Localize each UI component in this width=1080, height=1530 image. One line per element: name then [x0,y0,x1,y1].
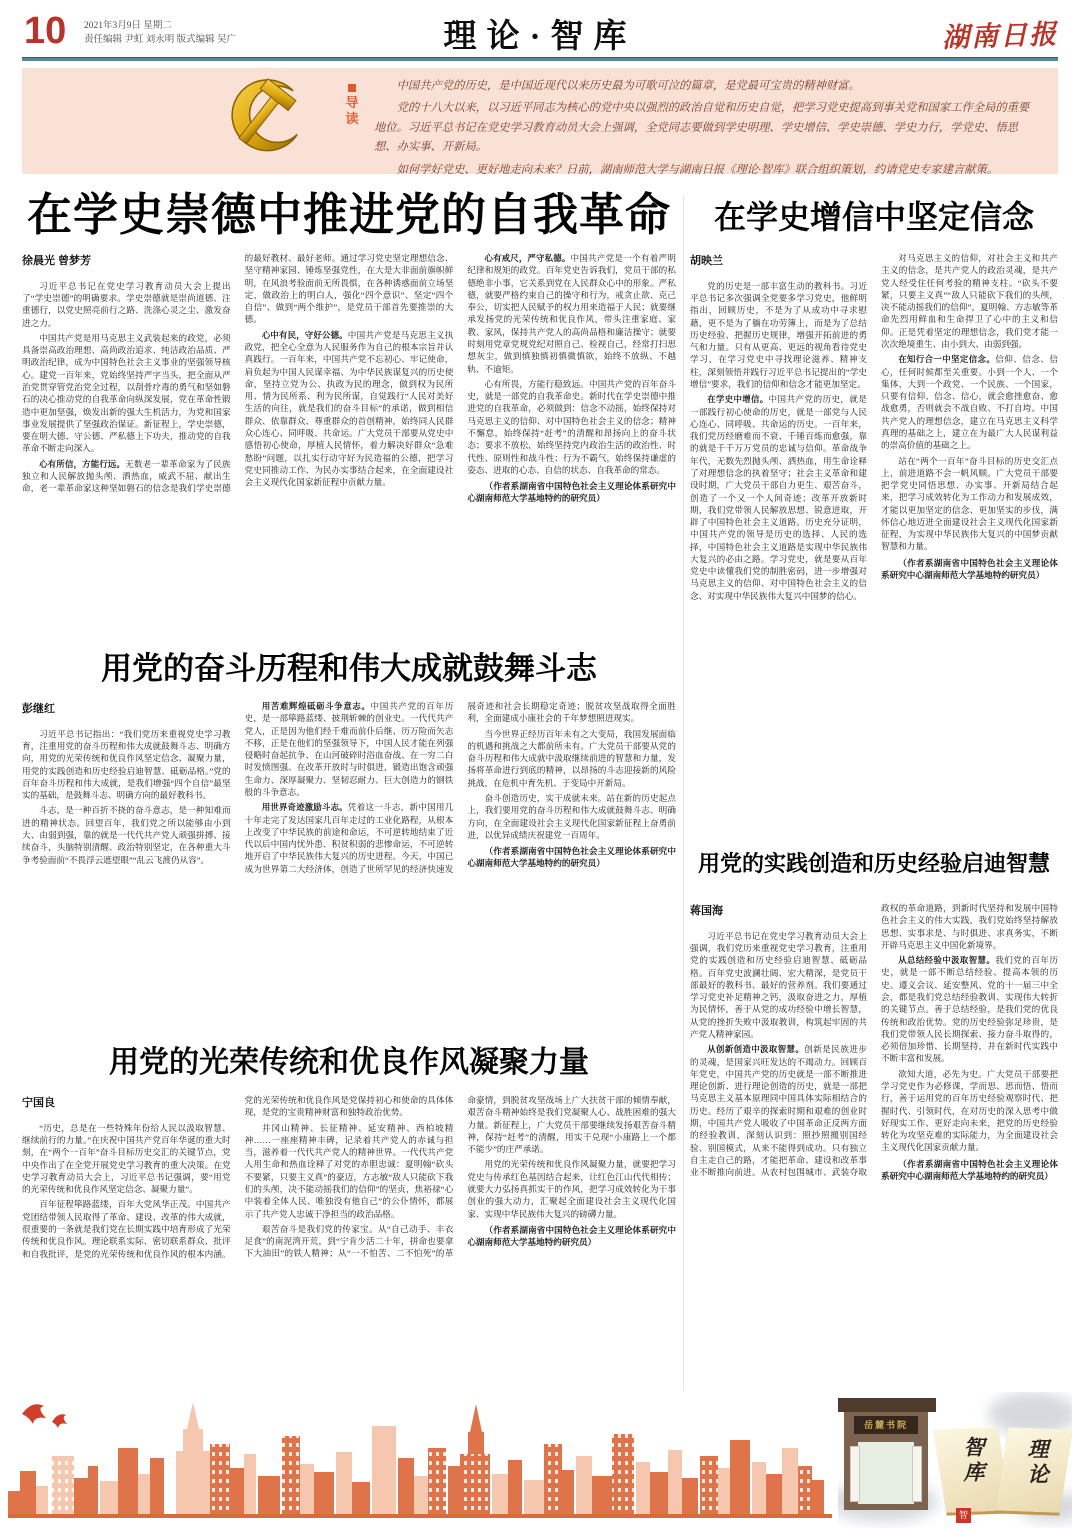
header-bar [22,10,1059,56]
header-rule [22,57,1058,61]
paragraph: 百年征程筚路蓝缕，百年大党风华正茂。中国共产党团结带领人民取得了革命、建设、改革的伟大成就，很重要的一条就是我们党在长期实践中培育形成了光荣传统和优良作风。理论联系实际、密切联系群众、批评和自我批评，是党的光荣传统和优良作风的根本内涵。党的光荣传统和优良作风是党保持初心和使命的具体体现，是党的宝贵精神财富和独特政治优势。 [22,1095,454,1259]
article-1-headline: 在学史崇德中推进党的自我革命 [26,189,671,240]
gate-banner [850,1446,860,1502]
article-1-body [22,252,676,644]
page-number: 10 [24,10,67,52]
article-5-byline: 宁国良 [22,1097,55,1109]
paragraph: 党的历史是一部丰富生动的教科书。习近平总书记多次强调全党要多学习党史，他鲜明指出，回顾历史，不是为了从成功中寻求慰藉，更不是为了躺在功劳簿上，而是为了总结历史经验、把握历史规律，增强开拓前进的勇气和力量。只有从更高、更远的视角看待党史学习，在学习党史中寻找理论滋养、精神支柱，深刻领悟并践行习近平总书记提出的“学史增信”要求，我们的信仰和信念才能更加坚定。 [690,280,867,389]
article-2-headline: 在学史增信中坚定信念 [713,199,1034,235]
article-4-body [690,902,1058,1388]
article-4-attribution: （作者系湖南省中国特色社会主义理论体系研究中心湖南师范大学基地特约的研究员） [881,1158,1058,1181]
paragraph: 从创新创造中汲取智慧。创新是民族进步的灵魂，是国家兴旺发达的不竭动力。回顾百年党史，中国共产党的历史就是一部不断推进理论创新、进行理论创造的历史，就是一部把马克思主义基本原理同中国具体实际相结合的历史。经历了艰辛的探索时期和艰难的创业时期，中国共产党人吸收了中国革命正反两方面的经验教训，深刻认识到：照抄照搬别国经验、别国模式，从来不能得到成功。只有独立自主走自己的路，才能把革命、建设和改革事业不断推向前进。从农村包围城市、武装夺取政权的革命道路，到新时代坚持和发展中国特色社会主义的伟大实践，我们党始终坚持解放思想、实事求是、与时俱进、求真务实，不断开辟马克思主义中国化新境界。 [690,903,1058,1178]
article-3-body [22,700,676,1036]
paragraph: 中国共产党的历史，是中国近现代以来历史最为可歌可泣的篇章，是党最可宝贵的精神财富。 [396,80,860,92]
paragraph: 从总结经验中汲取智慧。我们党的百年历史，就是一部不断总结经验、提高本领的历史。遵义会议、延安整风、党的十一届三中全会，都是我们党总结经验教训、实现伟大转折的关键节点。善于总结经验，是我们党的优良传统和政治优势。党的历史经验弥足珍贵，是我们党带领人民长期探索、接力奋斗取得的，必须倍加珍惜、长期坚持，并在新时代实践中不断丰富和发展。 [881,955,1058,1064]
article-5-body [22,1094,676,1398]
book-left-calligraphy: 智库 [961,1436,985,1486]
paragraph: 心有戒尺，严守私德。中国共产党是一个有着严明纪律和规矩的政党。百年党史告诉我们，党员干部的私德绝非小事，它关系到党在人民群众心中的形象。严私德，就要严格约束自己的操守和行为，戒贪止欲、克己奉公，切实把人民赋予的权力用来造福于人民；就要继承发扬党的光荣传统和优良作风，带头注重家庭、家教、家风，保持共产党人的高尚品格和廉洁操守；就要时刻用党章党规党纪对照自己、检视自己，经常打扫思想灰尘，做到慎独慎初慎微慎欲，始终不放纵、不越轨、不逾矩。 [467,253,676,374]
paragraph: 站在“两个一百年”奋斗目标的历史交汇点上，前进道路不会一帆风顺。广大党员干部要把学党史同悟思想、办实事、开新局结合起来，把学习成效转化为工作动力和发展成效，才能以更加坚定的信念、更加坚实的步伐，满怀信心地迈进全面建设社会主义现代化国家新征程，为实现中华民族伟大复兴的中国梦贡献智慧和力量。 [881,455,1058,552]
birds-icon [22,1404,67,1428]
paragraph: 在知行合一中坚定信念。信仰、信念、信心，任何时候都至关重要。小到一个人、一个集体，大到一个政党、一个民族、一个国家，只要有信仰、信念、信心，就会愈挫愈奋、愈战愈勇，否则就会不战自败、不打自垮。中国共产党人的理想信念，建立在马克思主义科学真理的基础之上，建立在为最广大人民谋利益的崇高价值的基础之上。 [881,354,1058,451]
party-emblem-icon [214,70,318,174]
paragraph: 用党的光荣传统和优良作风凝聚力量，就要把学习党史与传承红色基因结合起来，让红色江山代代相传；就要大力弘扬真抓实干的作风，把学习成效转化为干事创业的强大动力，汇聚起全面建设社会主义现代化国家、实现中华民族伟大复兴的磅礴力量。 [467,1159,676,1219]
paragraph: 斗志，是一种百折不挠的奋斗意志，是一种知难而进的精神状态。回望百年，我们党之所以能够由小到大、由弱到强，靠的就是一代代共产党人顽强拼搏、接续奋斗，头脑特别清醒、政治特别坚定，在各种重大斗争考验面前“不畏浮云遮望眼”“乱云飞渡仍从容”。 [22,805,231,865]
article-2-attribution: （作者系湖南省中国特色社会主义理论体系研究中心湖南师范大学基地特约研究员） [881,557,1058,581]
article-3-byline: 彭继红 [22,703,55,715]
label-square-icon [348,84,356,92]
gate-banner [912,1446,922,1502]
column-divider [683,195,684,1391]
article-2-body [690,252,1058,834]
masthead-logo: 湖南日报 [941,18,1059,54]
intro-paragraphs [374,77,1032,183]
paragraph: 心有所信，方能行远。无数老一辈革命家为了民族独立和人民解放抛头颅、洒热血，威武不屈、献出生命，老一辈革命家这种坚如磐石的信念是我们学史崇德的最好教材、最好老师。通过学习党史坚定理想信念、坚守精神家园、锤炼坚强党性，在大是大非面前旗帜鲜明，在风浪考验面前无所畏惧，在各种诱惑面前立场坚定，做政治上的明白人，强化“四个意识”、坚定“四个自信”、做到“两个维护”，是党员干部首先要推崇的大德。 [22,253,454,494]
paragraph: 艰苦奋斗是我们党的传家宝。从“自己动手、丰衣足食”的南泥湾开荒，到“宁肯少活二十年，拼命也要拿下大油田”的铁人精神；从“一不怕苦、二不怕死”的革命豪情，到脱贫攻坚战场上广大扶贫干部的倾情奉献，艰苦奋斗精神始终是我们党凝聚人心、战胜困难的强大力量。新征程上，广大党员干部要继续发扬艰苦奋斗精神，保持“赶考”的清醒，用实干兑现“小康路上一个都不能少”的庄严承诺。 [244,1095,676,1259]
date-line: 2021年3月9日 星期二 [84,21,172,31]
yuelu-academy-gate-image [844,1406,928,1510]
paragraph: 中国共产党是用马克思主义武装起来的政党，必须具备崇高政治理想、高尚政治追求、纯洁政治品质、严明政治纪律，成为中国特色社会主义事业的坚强领导核心。建党一百年来，党始终坚持严字当头，把全面从严治党贯穿管党治党全过程，以刮骨疗毒的勇气和坚如磐石的决心推动党的自我革命向纵深发展，党在革命性锻造中更加坚强，焕发出新的强大生机活力，为党和国家事业发展提供了坚强政治保证。新征程上，学史崇德，要在明大德、守公德、严私德上下功夫，推动党的自我革命不断走向深入。 [22,332,231,454]
paragraph: “历史，总是在一些特殊年份给人民以汲取智慧、继续前行的力量。”在庆祝中国共产党百年华诞的重大时刻，在“两个一百年”奋斗目标历史交汇的关键节点，党中央作出了在全党开展党史学习教育的重大决策。在党史学习教育动员大会上，习近平总书记强调，要“用党的光荣传统和优良作风坚定信念、凝聚力量”。 [22,1122,231,1195]
article-4-headline: 用党的实践创造和历史经验启迪智慧 [697,851,1050,876]
paragraph: 当今世界正经历百年未有之大变局，我国发展面临的机遇和挑战之大都前所未有。广大党员干部要从党的奋斗历程和伟大成就中汲取继续前进的智慧和力量，发扬将革命进行到底的精神，以昂扬的斗志迎接新的风险挑战，在危机中育先机、于变局中开新局。 [467,728,676,788]
gate-arch [858,1442,914,1504]
paragraph: 对马克思主义的信仰，对社会主义和共产主义的信念，是共产党人的政治灵魂，是共产党人经受住任何考验的精神支柱。“砍头不要紧，只要主义真”“敌人只能砍下我们的头颅，决不能动摇我们的信仰”，夏明翰、方志敏等革命先烈用鲜血和生命捍卫了心中的主义和信仰。正是凭着坚定的理想信念，我们党才能一次次绝境重生、由小到大、由弱到强。 [881,253,1058,349]
city-skyline-illustration [0,1396,832,1530]
section-title: 理论·智库 [443,19,637,55]
paragraph: 在学史中增信。中国共产党的历史，就是一部践行初心使命的历史，就是一部党与人民心连心、同呼吸、共命运的历史。一百年来，我们党历经磨难而不衰、千锤百炼而愈强，靠的就是千千万万党员的忠诚与信仰。革命战争年代，无数先烈抛头颅、洒热血，用生命诠释了对理想信念的执着坚守；社会主义革命和建设时期，广大党员干部自力更生、艰苦奋斗，创造了一个又一个人间奇迹；改革开放新时期，我们党带领人民解放思想、锐意进取，开辟了中国特色社会主义道路。历史充分证明，中国共产党的领导是历史的选择、人民的选择，中国特色社会主义道路是实现中华民族伟大复兴的必由之路。学习党史，就是要从百年党史中读懂我们党的制胜密码，进一步增强对马克思主义的信仰、对中国特色社会主义的信念、对实现中华民族伟大复兴中国梦的信心。 [690,394,867,601]
book-illustration [838,1392,1072,1528]
book-right-calligraphy: 理论 [1025,1438,1049,1488]
book-seal-icon: 智 [956,1508,971,1523]
paragraph: 井冈山精神、长征精神、延安精神、西柏坡精神……一座座精神丰碑，记录着共产党人的赤诚与担当，滋养着一代代共产党人的精神世界。一代代共产党人用生命和热血诠释了对党的赤胆忠诚：夏明翰“砍头不要紧，只要主义真”的豪迈，方志敏“敌人只能砍下我们的头颅，决不能动摇我们的信仰”的坚贞，焦裕禄“心中装着全体人民、唯独没有他自己”的公仆情怀，都展示了共产党人忠诚干净担当的政治品格。 [244,1122,454,1219]
paragraph: 奋斗创造历史，实干成就未来。站在新的历史起点上，我们要用党的奋斗历程和伟大成就鼓舞斗志、明确方向，在全面建设社会主义现代化国家新征程上奋勇前进，以优异成绩庆祝建党一百周年。 [467,792,676,840]
paragraph: 用世界奇迹激励斗志。凭着这一斗志，新中国用几十年走完了发达国家几百年走过的工业化路程，从根本上改变了中华民族的前途和命运，不可逆转地结束了近代以后中国内忧外患、积贫积弱的悲惨命运，不可逆转地开启了中华民族伟大复兴的历史进程。今天，中国已成为世界第二大经济体，创造了世所罕见的经济快速发展奇迹和社会长期稳定奇迹；脱贫攻坚战取得全面胜利，全面建成小康社会的千年梦想照进现实。 [244,701,676,874]
paragraph: 欲知大道，必先为史。广大党员干部要把学习党史作为必修课，学而思、思而悟、悟而行，善于运用党的百年历史经验观察时代、把握时代、引领时代，在对历史的深入思考中做好现实工作、更好走向未来，把党的历史经验转化为攻坚克难的实际能力，为全面建设社会主义现代化国家贡献力量。 [881,1068,1058,1153]
paragraph: 党的十八大以来，以习近平同志为核心的党中央以强烈的政治自觉和历史自觉，把学习党史提高到事关党和国家工作全局的重要地位。习近平总书记在党史学习教育动员大会上强调，全党同志要做到学史明理、学史增信、学史崇德、学史力行，学党史、悟思想、办实事、开新局。 [374,102,1030,154]
article-1-attribution: （作者系湖南省中国特色社会主义理论体系研究中心湖南师范大学基地特约的研究员） [467,481,676,504]
paragraph: 心有所畏，方能行稳致远。中国共产党的百年奋斗史，就是一部党的自我革命史。新时代在学史崇德中推进党的自我革命，必须做到：信念不动摇，始终保持对马克思主义的信仰、对中国特色社会主义的信念；精神不懈怠，始终保持“赶考”的清醒和昂扬向上的奋斗状态；要求不放松，始终坚持党内政治生活的政治性、时代性、原则性和战斗性；行为不霸气，始终保持谦虚的姿态、进取的心态、自信的状态、自我革命的常态。 [467,378,676,475]
gate-plaque: 岳麓书院 [854,1416,918,1434]
paragraph: 用苦难辉煌砥砺斗争意志。中国共产党的百年历史，是一部筚路蓝缕、披荆斩棘的创业史。一代代共产党人，正是因为他们经千难而前仆后继、历万险而矢志不移，正是在他们的坚强领导下，中国人民才能在列强侵略时奋起抗争、在山河破碎时浴血奋战、在一穷二白时发愤图强、在改革开放时与时俱进，锻造出饱含顽强生命力、深厚凝聚力、坚韧忍耐力、巨大创造力的钢铁般的斗争意志。 [244,701,454,797]
article-3-headline: 用党的奋斗历程和伟大成就鼓舞斗志 [101,651,597,686]
article-4-byline: 蒋国海 [690,905,723,917]
paragraph: 习近平总书记在党史学习教育动员大会上强调，我们党历来重视党史学习教育，注重用党的实践创造和历史经验启迪智慧、砥砺品格。百年党史波澜壮阔、宏大精深，是党员干部最好的教科书、最好的营养剂。我们要通过学习党史补足精神之钙，汲取奋进之力，厚植为民情怀，善于从党的成功经验中增长智慧，从党的挫折失败中汲取教训，构筑起牢固的共产党人精神家园。 [690,930,867,1039]
article-3-attribution: （作者系湖南省中国特色社会主义理论体系研究中心湖南师范大学基地特约的研究员） [467,846,676,869]
paragraph: 习近平总书记在党史学习教育动员大会上提出了“学史崇德”的明确要求。学史崇德就是崇尚道德、注重德行，以党史照亮前行之路、洗涤心灵之尘、激发奋进之力。 [22,280,231,328]
paragraph: 习近平总书记指出：“我们党历来重视党史学习教育，注重用党的奋斗历程和伟大成就鼓舞斗志、明确方向，用党的光荣传统和优良作风坚定信念、凝聚力量，用党的实践创造和历史经验启迪智慧、砥砺品格。”党的百年奋斗历程和伟大成就，是我们增强“四个自信”最坚实的基础，是鼓舞斗志、明确方向的最好教科书。 [22,728,231,801]
intro-box [22,68,1058,174]
article-2-byline: 胡映兰 [690,255,723,267]
paragraph: 如何学好党史、更好地走向未来？日前，湖南师范大学与湖南日报《理论·智库》联合组织策划，约请党史专家建言献策。 [396,163,999,176]
article-1-byline: 徐晨光 曾梦芳 [22,255,92,267]
article-5-attribution: （作者系湖南省中国特色社会主义理论体系研究中心湖南师范大学基地特约研究员） [467,1224,676,1248]
paragraph: 心中有民，守好公德。中国共产党是马克思主义执政党，把全心全意为人民服务作为自己的根本宗旨并认真践行。一百年来，中国共产党不忘初心、牢记使命，肩负起为中国人民谋幸福、为中华民族谋复兴的历史使命，坚持立党为公、执政为民的理念，做到权为民所用、情为民所系、利为民所谋，自觉践行“人民对美好生活的向往，就是我们的奋斗目标”的承诺，做到相信群众、依靠群众、尊重群众的首创精神，始终同人民群众心连心、同呼吸、共命运。广大党员干部要从党史中感悟初心使命，厚植人民情怀，着力解决好群众“急难愁盼”问题，以扎实行动守好为民造福的公德，把学习党史同推动工作、为民办实事结合起来，在全面建设社会主义现代化国家新征程中贡献力量。 [244,329,454,488]
article-5-headline: 用党的光荣传统和优良作风凝聚力量 [109,1046,589,1079]
editors-line: 责任编辑 尹虹 刘永明 版式编辑 吴广 [84,35,237,46]
intro-label: 导读 [344,84,360,128]
